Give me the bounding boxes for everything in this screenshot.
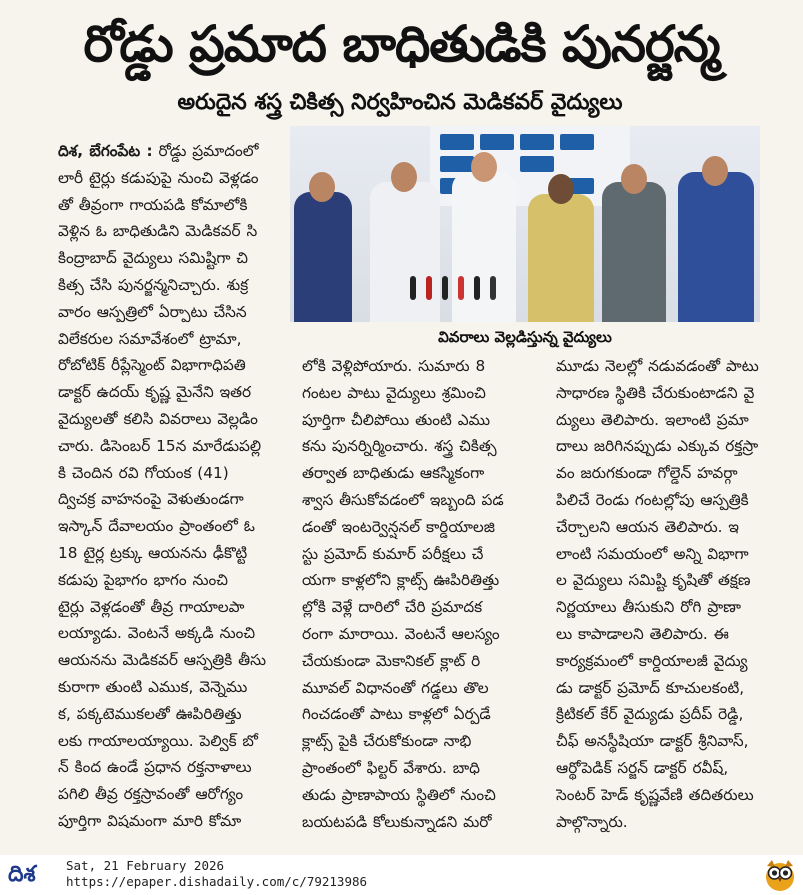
microphone [458, 276, 464, 300]
person-figure [678, 172, 754, 322]
banner-panel [520, 134, 554, 150]
article-line: కను పునర్నిర్మించారు. శస్త్ర చికిత్స [302, 437, 497, 456]
banner-panel [480, 134, 514, 150]
person-figure [602, 182, 666, 322]
person-figure [294, 192, 352, 322]
disha-logo: దిశ [8, 862, 36, 887]
article-line: క్లాట్స్ పైకి చేరుకోకుండా నాభి [302, 732, 472, 751]
article-line: స్టు ప్రమోద్ కుమార్ పరీక్షలు చే [302, 544, 484, 563]
banner-panel [440, 156, 474, 172]
banner-panel [440, 134, 474, 150]
article-line: ద్యులు తెలిపారు. ఇలాంటి ప్రమా [556, 410, 749, 429]
banner-panel [520, 156, 554, 172]
person-figure [370, 182, 440, 322]
article-line: టైర్లు వెళ్లడంతో తీవ్ర గాయాలపా [58, 597, 245, 616]
article-line: మూడు నెలల్లో నడువడంతో పాటు [556, 357, 759, 375]
person-head [309, 172, 335, 202]
article-line: న్ కింద ఉండే ప్రధాన రక్తనాళాలు [58, 758, 252, 777]
article-line: మూవల్ విధానంతో గడ్డలు తొల [302, 678, 489, 697]
article-line: పాల్గొన్నారు. [556, 812, 628, 831]
article-line: కి చెందిన రవి గోయంక (41) [58, 463, 229, 482]
article-line: కిత్స చేసి పునర్జన్మనిచ్చారు. శుక్ర [58, 275, 249, 294]
headline: రోడ్డు ప్రమాద బాధితుడికి పునర్జన్మ [83, 15, 720, 73]
article-line: శ్వాస తీసుకోవడంలో ఇబ్బంది పడ [302, 490, 504, 509]
article-line: రంగా మారాయి. వెంటనే ఆలస్యం [302, 624, 500, 643]
article-line: గంటల పాటు వైద్యులు శ్రమించి [302, 383, 486, 402]
article-line: ఇస్కాన్ దేవాలయం ప్రాంతంలో ఓ [58, 517, 255, 536]
article-line: చేర్చాలని ఆయన తెలిపారు. ఇ [556, 517, 739, 536]
article-line: డాక్టర్ ఉదయ్ కృష్ణ మైనేని ఇతర [58, 383, 252, 402]
article-line: ద్విచక్ర వాహనంపై వెళుతుండగా [58, 490, 244, 509]
article-line: తుడు ప్రాణాపాయ స్థితిలో నుంచి [302, 785, 496, 804]
owl-icon[interactable] [764, 858, 796, 892]
article-line: డంతో ఇంటర్వెన్షనల్ కార్డియాలజి [302, 517, 495, 536]
footer-meta [66, 858, 367, 890]
article-line: వం జరుగకుండా గోల్డెన్ హవర్గా [556, 464, 738, 483]
microphone [474, 276, 480, 300]
article-line: లకు గాయాలయ్యాయి. పెల్విక్ బో [58, 731, 258, 750]
article-line: తర్వాత బాధితుడు ఆకస్మికంగా [302, 464, 485, 483]
article-line: లయ్యాడు. వెంటనే అక్కడి నుంచి [58, 624, 256, 643]
article-line: దాలు జరిగినప్పుడు ఎక్కువ రక్తస్రా [556, 437, 759, 456]
article-line: పిలిచే రెండు గంటల్లోపు ఆస్పత్రికి [556, 490, 749, 509]
article-column-1 [58, 138, 276, 835]
article-line: లోకి వెళ్లిపోయారు. సుమారు 8 [302, 357, 486, 375]
article-line: 18 టైర్ల ట్రక్కు ఆయనను ఢీకొట్టి [58, 543, 248, 562]
article-line: నిర్ణయాలు తీసుకుని రోగి ప్రాణా [556, 598, 741, 617]
article-line: వారం ఆస్పత్రిలో ఏర్పాటు చేసిన [58, 302, 247, 321]
subheadline: అరుదైన శస్త్ర చికిత్స నిర్వహించిన మెడికవర్ వైద్యులు [177, 90, 623, 115]
article-line: డు డాక్టర్ ప్రమోద్ కూచులకంటి, [556, 678, 745, 697]
photo-caption: వివరాలు వెల్లడిస్తున్న వైద్యులు [438, 328, 612, 346]
article-column-2 [302, 353, 524, 835]
person-head [621, 164, 647, 194]
article-line: ఆర్థోపెడిక్ సర్జన్ డాక్టర్ రవీష్, [556, 758, 729, 777]
article-line: వెళ్లిన ఓ బాధితుడిని మెడికవర్ సి [58, 222, 258, 241]
article-line: లాంటి సమయంలో అన్ని విభాగా [556, 544, 749, 563]
banner-panel [560, 134, 594, 150]
article-line: సాధారణ స్థితికి చేరుకుంటాడని వై [556, 383, 755, 402]
article-line: దిశ, బేగంపేట : రోడ్డు ప్రమాదంలో [58, 142, 259, 160]
person-head [702, 156, 728, 186]
article-line: క్రిటికల్ కేర్ వైద్యుడు ప్రదీప్ రెడ్డి, [556, 705, 744, 724]
article-line: కురాగా తుంటి ఎముక, వెన్నెము [58, 677, 248, 696]
person-head [471, 152, 497, 182]
microphone [426, 276, 432, 300]
footer-date: Sat, 21 February 2026 [66, 858, 225, 873]
person-head [548, 174, 574, 204]
article-line: వైద్యులతో కలిసి వివరాలు వెల్లడిం [58, 409, 258, 428]
microphone [410, 276, 416, 300]
article-line: పూర్తిగా విషమంగా మారి కోమా [58, 811, 242, 830]
microphone [490, 276, 496, 300]
person-head [391, 162, 417, 192]
article-line: సెంటర్ హెడ్ కృష్ణవేణి తదితరులు [556, 785, 754, 804]
article-line: కార్యక్రమంలో కార్డియాలజీ వైద్యు [556, 651, 748, 670]
microphone [442, 276, 448, 300]
article-line: ప్రాంతంలో ఫిల్టర్ వేశారు. బాధి [302, 758, 480, 777]
article-line: చీఫ్ అనస్థీషియా డాక్టర్ శ్రీనివాస్, [556, 732, 749, 751]
article-line: లు కాపాడాలని తెలిపారు. ఈ [556, 624, 729, 643]
person-figure [528, 194, 594, 322]
article-line: పగిలి తీవ్ర రక్తస్రావంతో ఆరోగ్యం [58, 785, 244, 804]
article-line: పూర్తిగా చీలిపోయి తుంటి ఎము [302, 410, 491, 429]
article-line: క, పక్కటెముకలతో ఊపిరితిత్తు [58, 704, 242, 723]
article-line: చేయకుండా మెకానికల్ క్లాట్ రి [302, 651, 481, 670]
press-conference-photo [290, 126, 760, 322]
article-column-3 [556, 353, 762, 835]
article-line: కడుపు పైభాగం భాగం నుంచి [58, 570, 228, 589]
article-line: ల వైద్యులు సమిష్టి కృషితో తక్షణ [556, 571, 751, 590]
article-line: రోబోటిక్ రీప్లేస్మెంట్ విభాగాధిపతి [58, 356, 246, 375]
article-line: గించడంతో పాటు కాళ్లలో ఏర్పడే [302, 705, 491, 724]
dateline: దిశ, బేగంపేట : [58, 142, 153, 160]
footer-url[interactable]: https://epaper.dishadaily.com/c/79213986 [66, 874, 368, 889]
article-line: లారీ టైర్లు కడుపుపై నుంచి వెళ్లడం [58, 168, 259, 187]
article-line: బయటపడి కోలుకున్నాడని మరో [302, 812, 492, 831]
article-line: యగా కాళ్లలోని క్లాట్స్ ఊపిరితిత్తు [302, 571, 500, 590]
article-line: విలేకరుల సమావేశంలో ట్రామా, [58, 329, 242, 348]
article-line: చారు. డిసెంబర్ 15న మారేడుపల్లి [58, 436, 262, 455]
article-line: ల్లోకి వెళ్లే దారిలో చేరి ప్రమాదక [302, 598, 483, 617]
article-line: కింద్రాబాద్ వైద్యులు సమిష్టిగా చి [58, 249, 249, 268]
article-line: తో తీవ్రంగా గాయపడి కోమాలోకి [58, 195, 248, 214]
article-line: ఆయనను మెడికవర్ ఆస్పత్రికి తీసు [58, 651, 267, 670]
